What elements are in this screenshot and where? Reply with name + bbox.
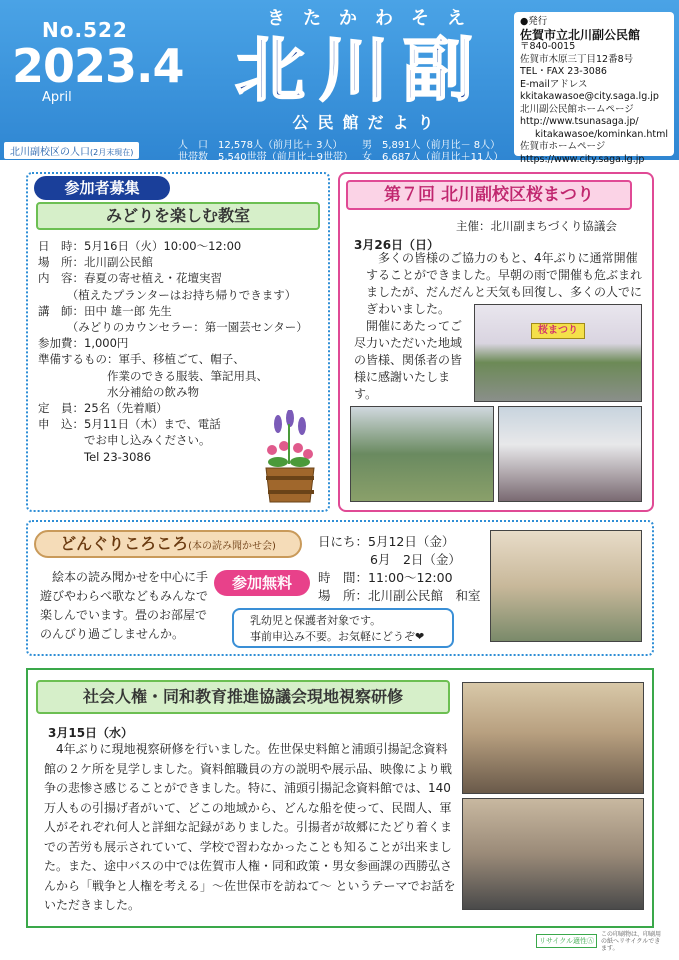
population-total-label: 人 口 xyxy=(178,140,208,151)
population-female-value: 6,687人（前月比＋11人） xyxy=(382,152,504,163)
recruit-row: 参加費：1,000円 xyxy=(38,336,129,351)
population-male-label: 男 xyxy=(362,140,372,151)
recruit-row: 申 込：5月11日（木）まで、電話 xyxy=(38,417,221,432)
issue-number: No.522 xyxy=(42,18,128,42)
population-bar xyxy=(0,136,515,163)
title-kana: きたかわそえ xyxy=(267,8,483,29)
recruit-row: 場 所：北川副公民館 xyxy=(38,255,153,270)
donguri-note-2: 事前申込み不要。お気軽にどうぞ❤ xyxy=(250,630,425,643)
donguri-date-2: 6月 2日（金） xyxy=(370,552,461,567)
recruit-row: 講 師：田中 雄一郎 先生 xyxy=(38,303,172,318)
publisher-tel: TEL・FAX 23-3086 xyxy=(520,66,607,77)
publisher-issued: ●発行 xyxy=(520,16,548,27)
recruit-title: みどりを楽しむ教室 xyxy=(36,202,320,230)
recruit-row: 水分補給の飲み物 xyxy=(38,384,199,399)
publisher-homepage-label: 北川副公民館ホームページ xyxy=(520,103,634,115)
publisher-name: 佐賀市立北川副公民館 xyxy=(520,27,641,42)
donguri-dates xyxy=(318,532,454,550)
donguri-date-1: 5月12日（金） xyxy=(368,534,455,549)
city-homepage-label: 佐賀市ホームページ xyxy=(520,141,606,152)
newsletter-subtitle: 公民館だより xyxy=(292,113,443,132)
recruit-row: Tel 23-3086 xyxy=(38,449,152,464)
sakura-date: 3月26日（日） xyxy=(354,238,440,252)
population-households-value: 5,540世帯（前月比＋9世帯） xyxy=(218,152,353,163)
flower-pot-illustration xyxy=(258,410,322,504)
recruit-row: 定 員：25名（先着順） xyxy=(38,401,168,415)
publisher-homepage-url-2[interactable]: kitakawasoe/kominkan.html xyxy=(535,128,668,140)
recruit-row: 内 容：春夏の寄せ植え・花壇実習 xyxy=(38,271,222,286)
population-male-value: 5,891人（前月比－ 8人） xyxy=(382,140,501,151)
donguri-note-1: 乳幼児と保護者対象です。 xyxy=(250,614,382,627)
recruit-badge: 参加者募集 xyxy=(34,176,170,200)
recruit-row: 日 時：5月16日（火）10:00～12:00 xyxy=(38,239,242,253)
publisher-address: 佐賀市木原三丁目12番8号 xyxy=(520,53,634,65)
sakura-paragraph-2: 開催にあたってご尽力いただいた地域の皆様、関係者の皆様に感謝いたします。 xyxy=(354,319,463,401)
issue-month: April xyxy=(42,90,72,105)
donguri-note-box xyxy=(232,608,454,648)
population-female xyxy=(362,148,503,163)
study-title: 社会人権・同和教育推進協議会現地視察研修 xyxy=(36,680,450,714)
study-photo-1 xyxy=(462,682,644,794)
population-households xyxy=(178,148,353,163)
donguri-time: 時 間：11:00～12:00 xyxy=(318,570,453,585)
recruit-row: （みどりのカウンセラー：第一園芸センター） xyxy=(38,320,308,334)
donguri-title-box xyxy=(34,530,302,558)
population-note: (2月末現在) xyxy=(90,148,134,157)
issue-date: 2023.4 xyxy=(12,39,184,93)
sakura-road-photo xyxy=(474,304,642,402)
donguri-place: 場 所：北川副公民館 和室 xyxy=(318,588,481,603)
recruit-row: 作業のできる服装、筆記用具、 xyxy=(38,368,268,383)
recruit-row: でお申し込みください。 xyxy=(38,433,211,448)
city-homepage-url[interactable]: https://www.city.saga.lg.jp xyxy=(520,153,645,165)
recycle-mark xyxy=(536,932,664,950)
publisher-email-label: E-mailアドレス xyxy=(520,78,588,90)
recycle-note: この印刷物は、印刷用の紙へリサイクルできます。 xyxy=(601,930,662,952)
population-households-label: 世帯数 xyxy=(178,152,208,163)
publisher-zip: 〒840-0015 xyxy=(520,41,576,52)
recycle-label: リサイクル適性Ⓐ xyxy=(536,934,597,948)
publisher-info xyxy=(514,12,674,165)
sakura-title: 第７回 北川副校区桜まつり xyxy=(346,180,632,210)
recruit-row: 準備するもの：軍手、移植ごて、帽子、 xyxy=(38,352,245,367)
study-photo-2 xyxy=(462,798,644,910)
issue-box xyxy=(12,18,184,136)
donguri-description: 絵本の読み聞かせを中心に手遊びやわらべ歌などもみんなで楽しんでいます。畳のお部屋でのんびり過ごしませんか。 xyxy=(40,570,209,641)
sakura-paragraph-1: 多くの皆様のご協力のもと、4年ぶりに通常開催することができました。早朝の雨で開催も危ぶまれましたが、だんだんと天気も回復し、多くの人でにぎわいました。 xyxy=(366,251,643,316)
publisher-homepage-url[interactable]: http://www.tsunasaga.jp/ xyxy=(520,116,639,127)
newsletter-title: 北川副 xyxy=(235,29,487,111)
free-badge: 参加無料 xyxy=(214,570,310,596)
flower-pot-icon xyxy=(258,410,322,504)
study-body: 4年ぶりに現地視察研修を行いました。佐世保史料館と浦頭引揚記念資料館の２ケ所を見学しました。資料館職員の方の説明や展示品、映像により戦争の悲惨さ感じることができました。特に、浦頭引揚記念資料館では、140万人もの引揚げ者がいて、どこの地域から、どんな船を使って、民間人、軍人がそれぞれ何人と詳細な記録がありました。引揚者が故郷にたどり着くまでの苦労も展示されていて、学校で習わなかったことも知ることが出来ました。また、途中バスの中では佐賀市人権・同和政策・男女参画課の西勝弘さんから「戦争と人権を考える」～佐世保市を訪ねて～ というテーマでお話をいただきました。 xyxy=(44,742,456,912)
donguri-title-note: (本の読み聞かせ会) xyxy=(188,541,276,552)
sakura-host: 主催：北川副まちづくり協議会 xyxy=(456,219,617,233)
donguri-photo xyxy=(490,530,642,642)
population-total-value: 12,578人（前月比＋ 3人） xyxy=(218,140,343,151)
sakura-event-photo-2 xyxy=(498,406,642,502)
study-date: 3月15日（水） xyxy=(48,726,134,740)
recruit-row: （植えたプランターはお持ち帰りできます） xyxy=(38,287,297,302)
population-label-text: 北川副校区の人口 xyxy=(10,147,90,158)
donguri-dates-label: 日にち： xyxy=(318,534,369,549)
sakura-sign: 桜まつり xyxy=(531,323,585,339)
population-label xyxy=(4,142,139,159)
sakura-event-photo-1 xyxy=(350,406,494,502)
population-female-label: 女 xyxy=(362,152,372,163)
donguri-title: どんぐりころころ xyxy=(60,534,189,553)
publisher-email[interactable]: kkitakawasoe@city.saga.lg.jp xyxy=(520,91,659,102)
